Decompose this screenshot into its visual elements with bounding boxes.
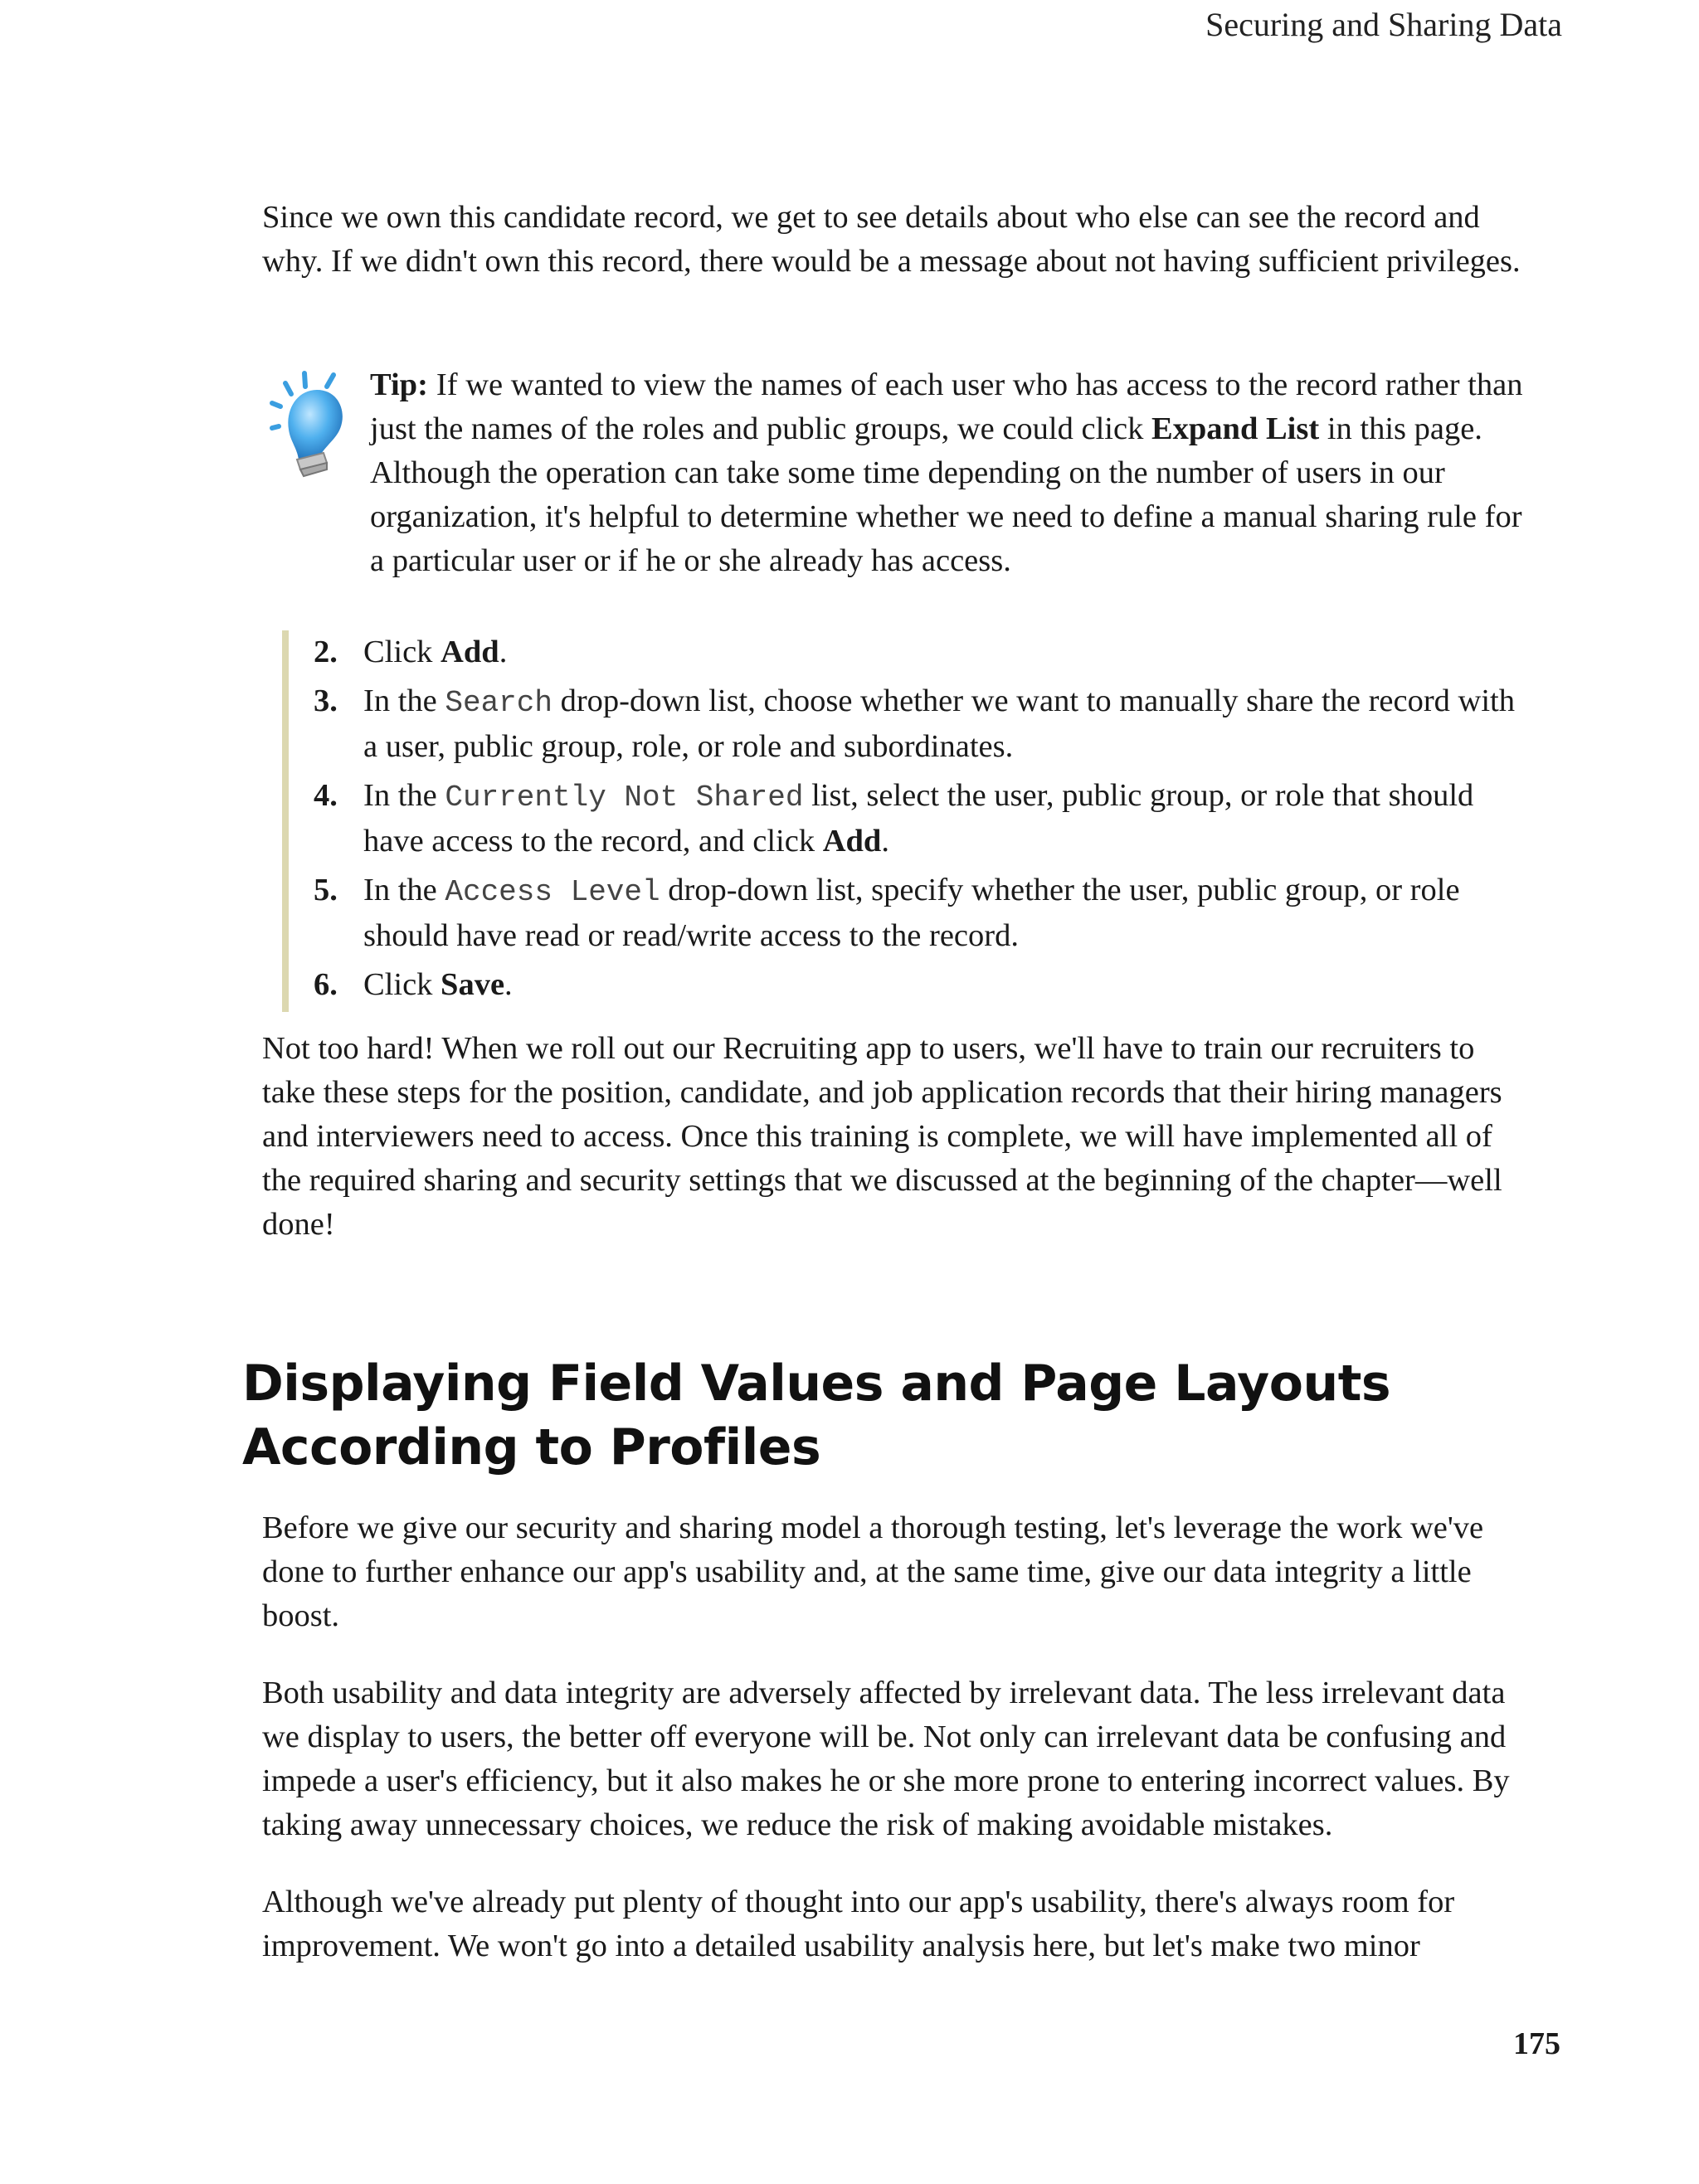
tip-label: Tip:	[370, 367, 428, 402]
step-item	[289, 774, 1533, 863]
intro-paragraph	[262, 196, 1523, 284]
tip-text	[370, 363, 1523, 583]
conclusion-text: Not too hard! When we roll out our Recruiting app to users, we'll have to train our recruiters to take these steps for the position, candidate, and job application records that their hiring managers and interviewers need to access. Once this training is complete, we will have implemented all of the required sharing and security settings that we discussed at the beginning of the chapter—well done!	[262, 1031, 1502, 1242]
section-paragraph	[262, 1671, 1523, 1847]
step-text: In the	[363, 683, 445, 718]
step-number: 4.	[314, 778, 338, 813]
tip-box	[262, 363, 1523, 583]
step-item	[289, 630, 1533, 674]
step-item	[289, 679, 1533, 768]
step-code-term: Access Level	[445, 875, 660, 909]
step-bold-term: Add	[822, 824, 882, 859]
step-item	[289, 868, 1533, 957]
section-text: Both usability and data integrity are adversely affected by irrelevant data. The less irrelevant data we display to users, the better off everyone will be. Not only can irrelevant data be confusing and impede a user's efficiency, but it also makes he or she more prone to entering incorrect values. By taking away unnecessary choices, we reduce the risk of making avoidable mistakes.	[262, 1676, 1510, 1842]
step-bold-term: Save	[441, 967, 505, 1002]
step-text: list, select the user, public group, or role that should have access to the record, and click	[363, 778, 1474, 859]
step-text: Click	[363, 967, 441, 1002]
step-text: In the	[363, 873, 445, 907]
step-text: .	[499, 635, 508, 669]
step-number: 6.	[314, 967, 338, 1002]
step-text: .	[881, 824, 889, 859]
step-number: 5.	[314, 873, 338, 907]
step-text: In the	[363, 778, 445, 813]
step-text: .	[504, 967, 513, 1002]
step-code-term: Search	[445, 686, 553, 720]
step-item	[289, 963, 1533, 1006]
step-text: Click	[363, 635, 441, 669]
section-heading: Displaying Field Values and Page Layouts According to Profiles	[242, 1355, 1391, 1476]
step-number: 2.	[314, 635, 338, 669]
section-text: Although we've already put plenty of thought into our app's usability, there's always room for improvement. We won't go into a detailed usability analysis here, but let's make two minor	[262, 1885, 1455, 1963]
tip-text-part: in this page. Although the operation can take some time depending on the number of users in our organization, it's helpful to determine whether we need to define a manual sharing rule for a particular user or if he or she already has access.	[370, 411, 1522, 578]
running-header: Securing and Sharing Data	[1205, 6, 1562, 43]
conclusion-paragraph	[262, 1027, 1523, 1247]
section-text: Before we give our security and sharing model a thorough testing, let's leverage the work we've done to further enhance our app's usability and, at the same time, give our data integrity a little boost.	[262, 1510, 1484, 1633]
step-number: 3.	[314, 683, 338, 718]
intro-text: Since we own this candidate record, we get to see details about who else can see the record and why. If we didn't own this record, there would be a message about not having sufficient privileges.	[262, 200, 1521, 279]
step-bold-term: Add	[441, 635, 499, 669]
step-code-term: Currently Not Shared	[445, 781, 804, 815]
tip-text-part: If we wanted to view the names of each user who has access to the record rather than just the names of the roles and public groups, we could click	[370, 367, 1523, 446]
step-text: drop-down list, choose whether we want to manually share the record with a user, public group, role, or role and subordinates.	[363, 683, 1516, 764]
step-text: drop-down list, specify whether the user, public group, or role should have read or read/write access to the record.	[363, 873, 1460, 953]
page-number: 175	[1513, 2026, 1560, 2061]
section-paragraph	[262, 1506, 1523, 1638]
lightbulb-icon	[267, 367, 350, 483]
tip-bold-term: Expand List	[1151, 411, 1320, 446]
step-list	[282, 630, 1533, 1012]
section-paragraph	[262, 1880, 1523, 1968]
